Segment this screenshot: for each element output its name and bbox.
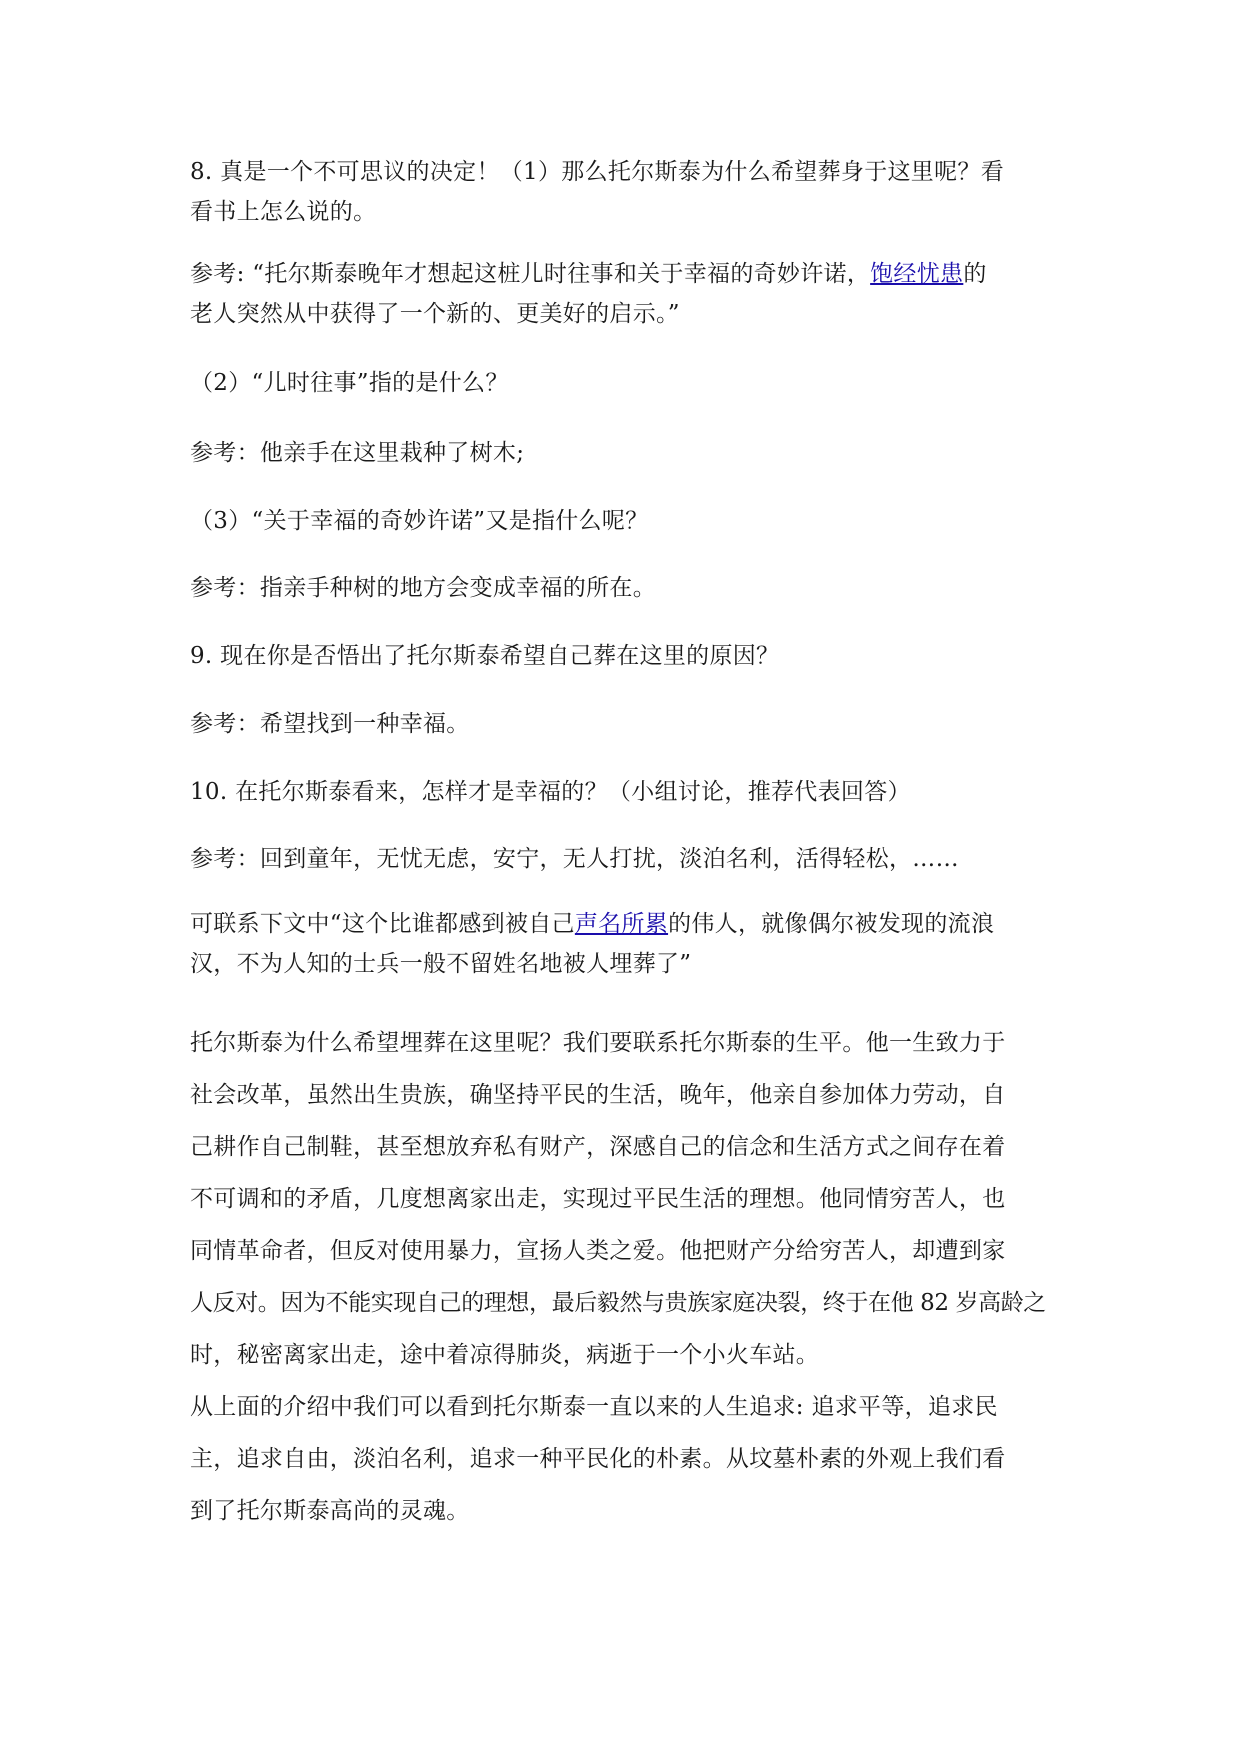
question-8 bbox=[190, 152, 1060, 232]
analysis-line-7: 时，秘密离家出走，途中着凉得肺炎，病逝于一个小火车站。 bbox=[190, 1342, 820, 1368]
question-10: 10. 在托尔斯泰看来，怎样才是幸福的？（小组讨论，推荐代表回答） bbox=[190, 779, 911, 805]
context-quote bbox=[190, 904, 1060, 984]
analysis-paragraph bbox=[190, 1017, 1060, 1381]
context-quote-line-2: 汉，不为人知的士兵一般不留姓名地被人埋葬了” bbox=[190, 951, 692, 977]
analysis-line-4: 不可调和的矛盾，几度想离家出走，实现过平民生活的理想。他同情穷苦人，也 bbox=[190, 1186, 1006, 1212]
context-quote-text: 可联系下文中“这个比谁都感到被自己 bbox=[190, 911, 575, 937]
answer-10: 参考：回到童年，无忧无虑，安宁，无人打扰，淡泊名利，活得轻松，…… bbox=[190, 846, 959, 872]
answer-8-text-end: 的 bbox=[963, 261, 987, 287]
question-8-2: （2）“儿时往事”指的是什么？ bbox=[190, 370, 509, 396]
analysis-line-3: 己耕作自己制鞋，甚至想放弃私有财产，深感自己的信念和生活方式之间存在着 bbox=[190, 1134, 1006, 1160]
summary-line-3: 到了托尔斯泰高尚的灵魂。 bbox=[190, 1498, 470, 1524]
answer-8 bbox=[190, 254, 1060, 334]
answer-8-2: 参考：他亲手在这里栽种了树木; bbox=[190, 440, 525, 466]
question-9: 9. 现在你是否悟出了托尔斯泰希望自己葬在这里的原因？ bbox=[190, 643, 780, 669]
answer-8-3: 参考：指亲手种树的地方会变成幸福的所在。 bbox=[190, 575, 656, 601]
answer-8-text: 参考: “托尔斯泰晚年才想起这桩儿时往事和关于幸福的奇妙许诺， bbox=[190, 261, 871, 287]
question-8-3: （3）“关于幸福的奇妙许诺”又是指什么呢？ bbox=[190, 508, 649, 534]
summary-line-2: 主，追求自由，淡泊名利，追求一种平民化的朴素。从坟墓朴素的外观上我们看 bbox=[190, 1446, 1006, 1472]
question-8-line-1: 8. 真是一个不可思议的决定！（1）那么托尔斯泰为什么希望葬身于这里呢？看 bbox=[190, 159, 1004, 185]
summary-line-1: 从上面的介绍中我们可以看到托尔斯泰一直以来的人生追求: 追求平等，追求民 bbox=[190, 1394, 998, 1420]
context-quote-line-1 bbox=[190, 904, 1060, 944]
analysis-line-1: 托尔斯泰为什么希望埋葬在这里呢？我们要联系托尔斯泰的生平。他一生致力于 bbox=[190, 1030, 1006, 1056]
link-shengming-suolei[interactable]: 声名所累 bbox=[574, 911, 669, 937]
analysis-line-2: 社会改革，虽然出生贵族，确坚持平民的生活，晚年，他亲自参加体力劳动，自 bbox=[190, 1082, 1006, 1108]
context-quote-text-end: 的伟人，就像偶尔被发现的流浪 bbox=[668, 911, 995, 937]
answer-8-line-2: 老人突然从中获得了一个新的、更美好的启示。” bbox=[190, 301, 680, 327]
answer-8-line-1 bbox=[190, 254, 1060, 294]
question-8-line-2: 看书上怎么说的。 bbox=[190, 199, 377, 225]
summary-paragraph bbox=[190, 1381, 1060, 1537]
analysis-line-5: 同情革命者，但反对使用暴力，宣扬人类之爱。他把财产分给穷苦人，却遭到家 bbox=[190, 1238, 1006, 1264]
link-baojing-youhuan[interactable]: 饱经忧患 bbox=[870, 261, 964, 287]
analysis-line-6: 人反对。因为不能实现自己的理想，最后毅然与贵族家庭决裂，终于在他 82 岁高龄之 bbox=[190, 1290, 1046, 1316]
answer-9: 参考：希望找到一种幸福。 bbox=[190, 711, 470, 737]
